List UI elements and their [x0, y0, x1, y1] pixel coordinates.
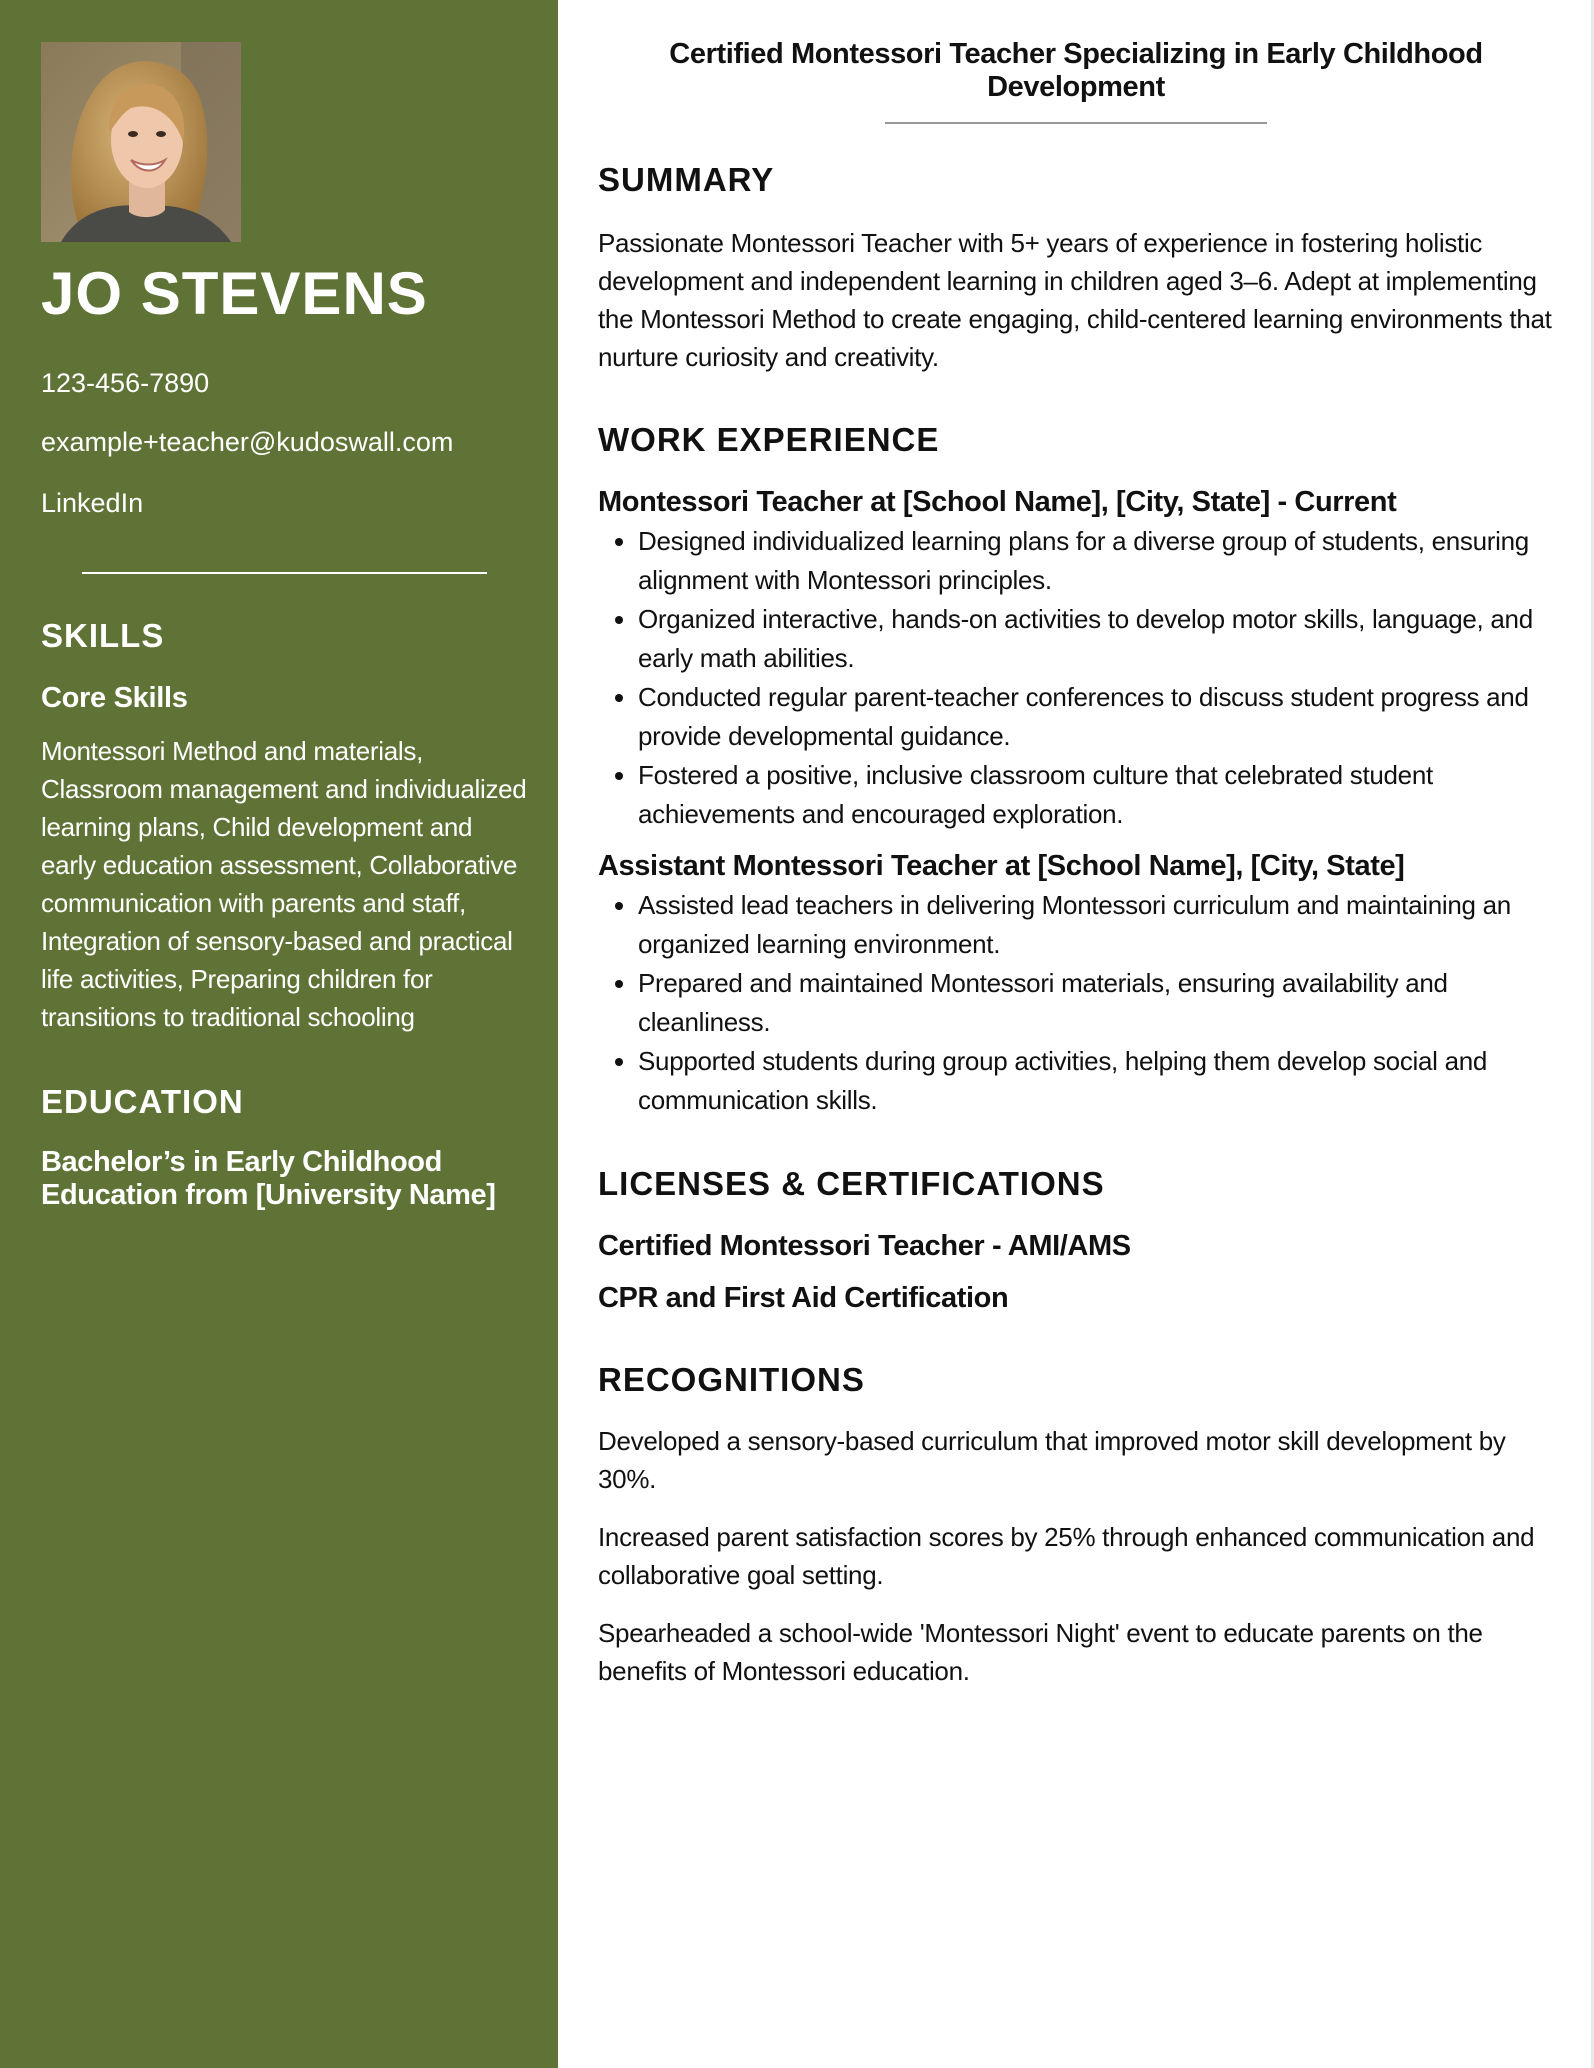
candidate-name: JO STEVENS	[41, 260, 428, 327]
certification-item: CPR and First Aid Certification	[598, 1282, 1009, 1314]
linkedin-link[interactable]: LinkedIn	[41, 488, 144, 518]
headline-divider	[885, 122, 1267, 124]
skills-heading: SKILLS	[41, 617, 165, 654]
recognition-item: Increased parent satisfaction scores by 25% through enhanced communication and collaborative goal setting.	[598, 1522, 1535, 1590]
education-degree: Bachelor’s in Early Childhood Education from [University Name]	[41, 1146, 496, 1211]
certification-item: Certified Montessori Teacher - AMI/AMS	[598, 1230, 1131, 1262]
sidebar-divider	[82, 572, 487, 574]
sidebar	[0, 0, 558, 2068]
summary-text: Passionate Montessori Teacher with 5+ years of experience in fostering holistic development and independent learning in children aged 3–6. Adept at implementing the Montessori Method to create engaging, child-centered learning environments that nurture curiosity and creativity.	[598, 228, 1552, 372]
headline: Certified Montessori Teacher Specializing in Early Childhood Development	[669, 38, 1483, 103]
job-bullets	[598, 886, 1554, 1120]
job-title: Montessori Teacher at [School Name], [City, State] - Current	[598, 486, 1397, 518]
job-bullet: • Fostered a positive, inclusive classroom culture that celebrated student achievements and encouraged exploration.	[638, 756, 1554, 834]
education-heading: EDUCATION	[41, 1083, 244, 1120]
recognitions-heading: RECOGNITIONS	[598, 1361, 865, 1398]
summary-heading: SUMMARY	[598, 161, 775, 198]
main-content	[558, 0, 1594, 2068]
job-bullet: • Organized interactive, hands-on activities to develop motor skills, language, and early math abilities.	[638, 600, 1554, 678]
job-bullet: • Prepared and maintained Montessori materials, ensuring availability and cleanliness.	[638, 964, 1554, 1042]
job-title: Assistant Montessori Teacher at [School Name], [City, State]	[598, 850, 1405, 882]
licenses-heading: LICENSES & CERTIFICATIONS	[598, 1165, 1105, 1202]
job-bullet: • Supported students during group activities, helping them develop social and communication skills.	[638, 1042, 1554, 1120]
work-experience-heading: WORK EXPERIENCE	[598, 421, 940, 458]
job-bullet: • Assisted lead teachers in delivering Montessori curriculum and maintaining an organized learning environment.	[638, 886, 1554, 964]
core-skills-text: Montessori Method and materials, Classroom management and individualized learning plans, Child development and early education assessment, Collaborative communication with parents and staff, Integration of sensory-based and practical life activities, Preparing children for transitions to traditional schooling	[41, 736, 527, 1032]
recognition-item: Spearheaded a school-wide 'Montessori Night' event to educate parents on the benefits of Montessori education.	[598, 1618, 1483, 1686]
core-skills-title: Core Skills	[41, 682, 188, 714]
phone-number: 123-456-7890	[41, 368, 210, 398]
job-bullet: • Conducted regular parent-teacher conferences to discuss student progress and provide developmental guidance.	[638, 678, 1554, 756]
email-address[interactable]: example+teacher@kudoswall.com	[41, 427, 454, 457]
recognition-item: Developed a sensory-based curriculum that improved motor skill development by 30%.	[598, 1426, 1506, 1494]
job-bullets	[598, 522, 1554, 834]
job-bullet: • Designed individualized learning plans for a diverse group of students, ensuring alignment with Montessori principles.	[638, 522, 1554, 600]
profile-photo	[41, 42, 241, 242]
